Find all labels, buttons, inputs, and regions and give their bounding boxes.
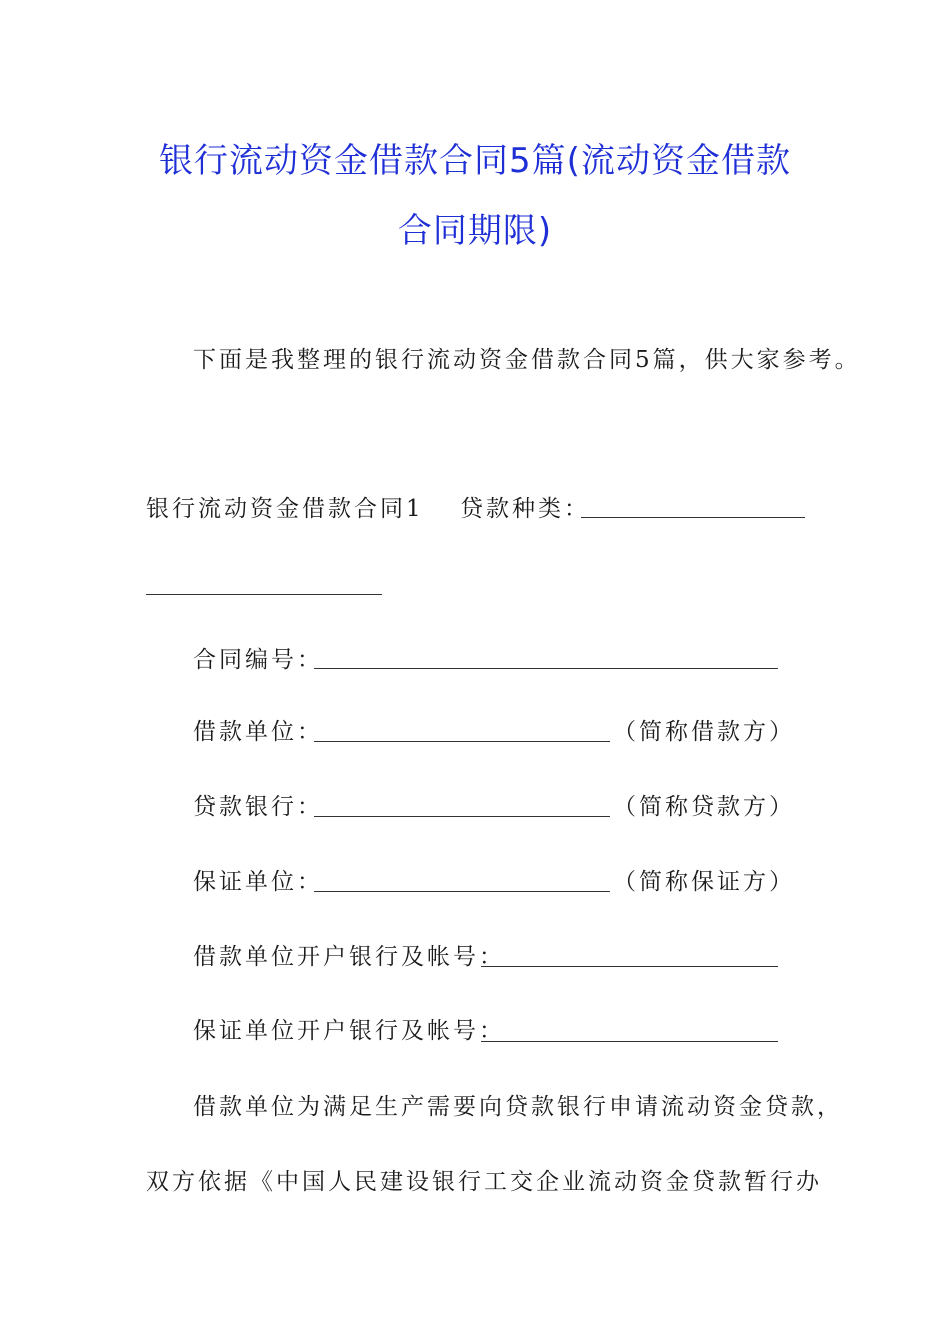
document-title-line-2: 合同期限): [397, 211, 553, 251]
intro-paragraph: 下面是我整理的银行流动资金借款合同5篇，供大家参考。: [193, 347, 861, 373]
guarantor-label: 保证单位：: [193, 869, 323, 895]
lender-bank-label: 贷款银行：: [193, 794, 323, 820]
borrower-abbreviation: （简称借款方）: [613, 719, 795, 745]
loan-type-blank: [581, 517, 805, 518]
body-paragraph-line-2: 双方依据《中国人民建设银行工交企业流动资金贷款暂行办: [146, 1169, 822, 1195]
guarantor-account-label: 保证单位开户银行及帐号：: [193, 1018, 505, 1044]
contract-number-label: 合同编号：: [193, 647, 323, 673]
guarantor-account-blank: [481, 1041, 778, 1042]
document-title-line-1: 银行流动资金借款合同5篇(流动资金借款: [159, 141, 791, 181]
lender-abbreviation: （简称贷款方）: [613, 794, 795, 820]
guarantor-abbreviation: （简称保证方）: [613, 869, 795, 895]
borrower-label: 借款单位：: [193, 719, 323, 745]
borrower-account-label: 借款单位开户银行及帐号：: [193, 944, 505, 970]
guarantor-blank: [314, 891, 610, 892]
contract-heading: 银行流动资金借款合同1: [146, 496, 424, 522]
contract-number-blank: [314, 668, 778, 669]
borrower-account-blank: [481, 966, 778, 967]
loan-type-label: 贷款种类：: [460, 496, 590, 522]
lender-bank-blank: [314, 816, 610, 817]
borrower-blank: [314, 741, 610, 742]
body-paragraph-line-1: 借款单位为满足生产需要向贷款银行申请流动资金贷款，: [193, 1094, 843, 1120]
loan-type-blank-continued: [146, 594, 382, 595]
